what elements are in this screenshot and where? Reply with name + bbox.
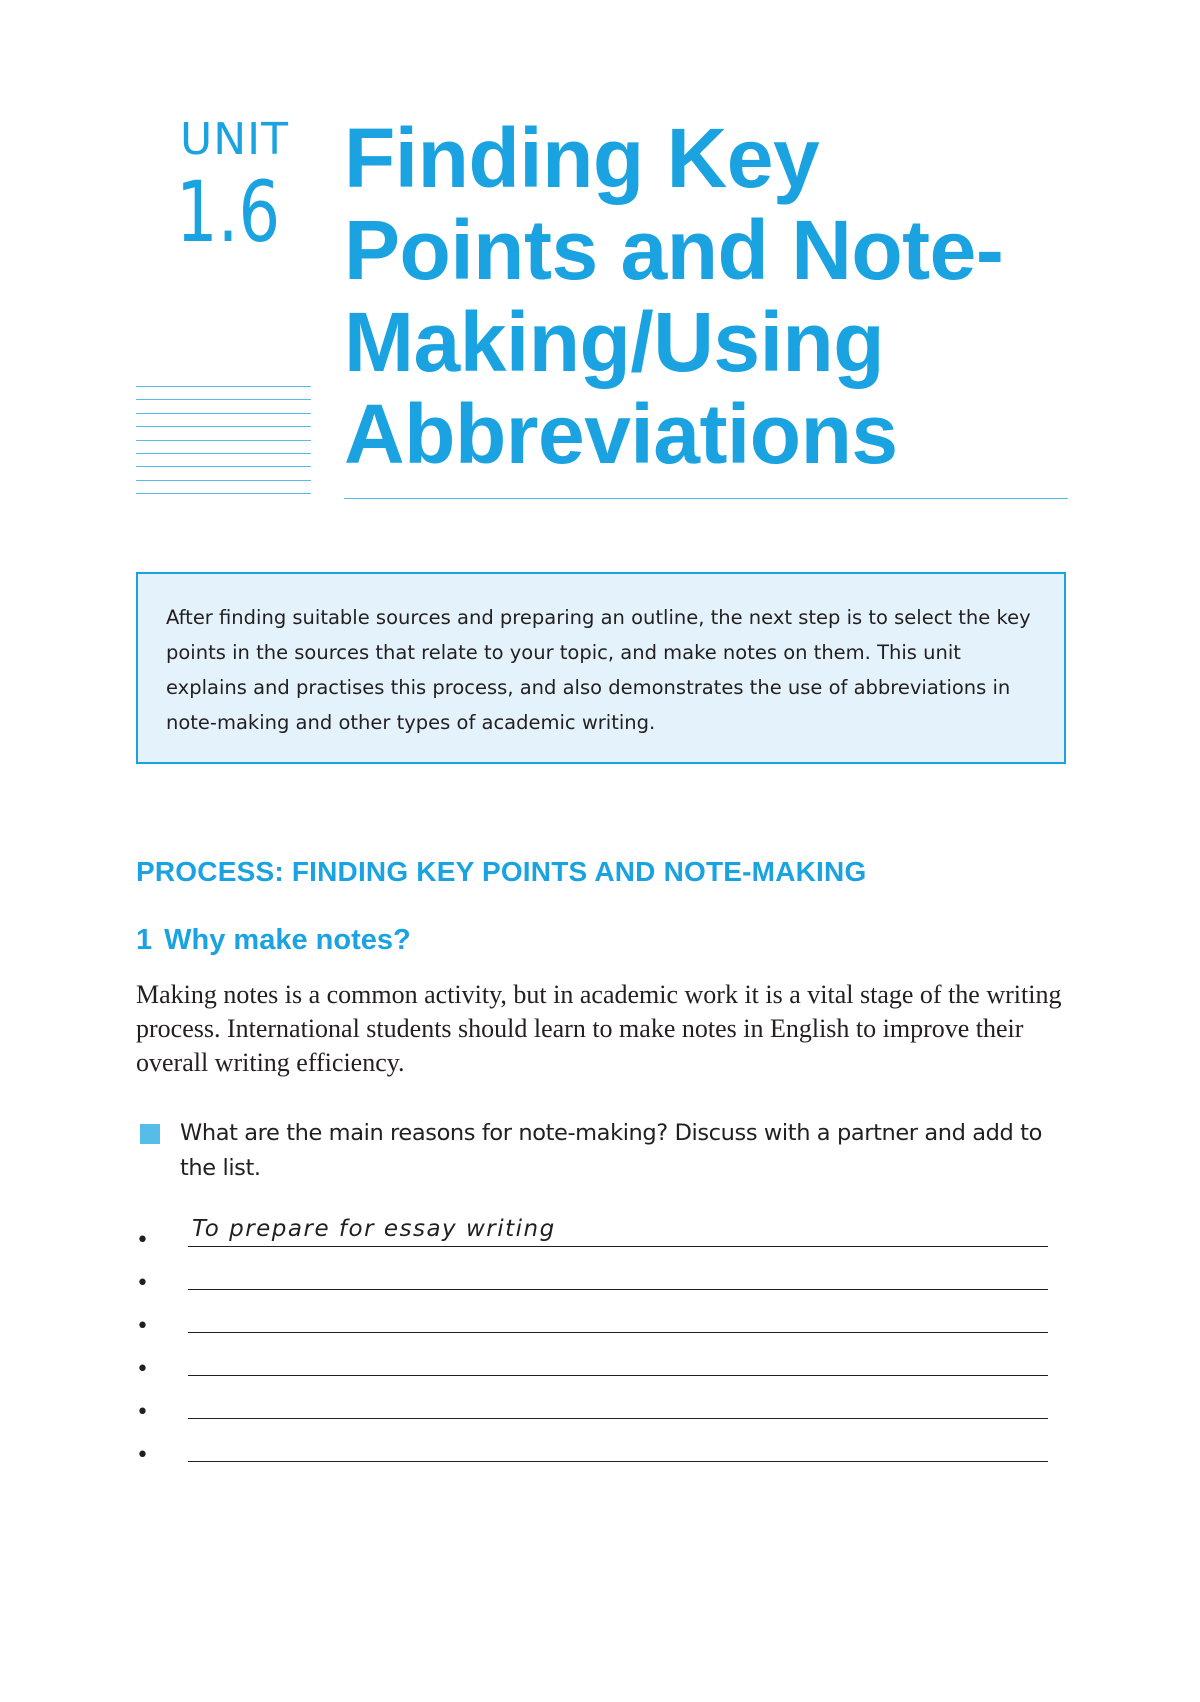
intro-box bbox=[136, 572, 1066, 764]
bullet-icon: • bbox=[136, 1357, 149, 1382]
answer-line[interactable] bbox=[188, 1418, 1048, 1419]
answer-item bbox=[136, 1382, 1056, 1425]
answer-item bbox=[136, 1296, 1056, 1339]
decorative-rules bbox=[136, 386, 311, 507]
task-text: What are the main reasons for note-making? Discuss with a partner and add to the list. bbox=[180, 1120, 1042, 1181]
answer-line[interactable] bbox=[188, 1289, 1048, 1290]
answer-line[interactable] bbox=[188, 1461, 1048, 1462]
bullet-icon: • bbox=[136, 1271, 149, 1296]
answer-item bbox=[136, 1210, 1056, 1253]
subsection-title: Why make notes? bbox=[164, 924, 411, 956]
answer-text: To prepare for essay writing bbox=[192, 1216, 556, 1242]
answer-item bbox=[136, 1253, 1056, 1296]
body-paragraph: Making notes is a common activity, but in academic work it is a vital stage of the writing process. International students should learn to make notes in English to improve their overall writing efficiency. bbox=[136, 980, 1062, 1077]
bullet-icon: • bbox=[136, 1443, 149, 1468]
task-square-icon bbox=[140, 1124, 160, 1144]
bullet-icon: • bbox=[136, 1314, 149, 1339]
bullet-icon: • bbox=[136, 1400, 149, 1425]
answer-line[interactable] bbox=[188, 1332, 1048, 1333]
answer-line[interactable] bbox=[188, 1246, 1048, 1247]
subsection-number: 1 bbox=[136, 924, 153, 956]
answer-list bbox=[136, 1210, 1056, 1468]
unit-label: UNIT bbox=[180, 114, 289, 165]
task-instruction bbox=[136, 1116, 1076, 1186]
section-heading: PROCESS: FINDING KEY POINTS AND NOTE-MAKING bbox=[136, 856, 867, 887]
answer-item bbox=[136, 1425, 1056, 1468]
unit-number: 1.6 bbox=[176, 163, 281, 261]
intro-text: After finding suitable sources and preparing an outline, the next step is to select the key points in the sources that relate to your topic, and make notes on them. This unit explains and practises this process, and also demonstrates the use of abbreviations in note-making and other types of academic writing. bbox=[166, 606, 1031, 734]
answer-item bbox=[136, 1339, 1056, 1382]
title-divider bbox=[344, 498, 1068, 499]
subsection-heading bbox=[136, 924, 411, 957]
answer-line[interactable] bbox=[188, 1375, 1048, 1376]
bullet-icon: • bbox=[136, 1228, 149, 1253]
unit-title: Finding Key Points and Note-Making/Using Abbreviations bbox=[344, 111, 1004, 481]
